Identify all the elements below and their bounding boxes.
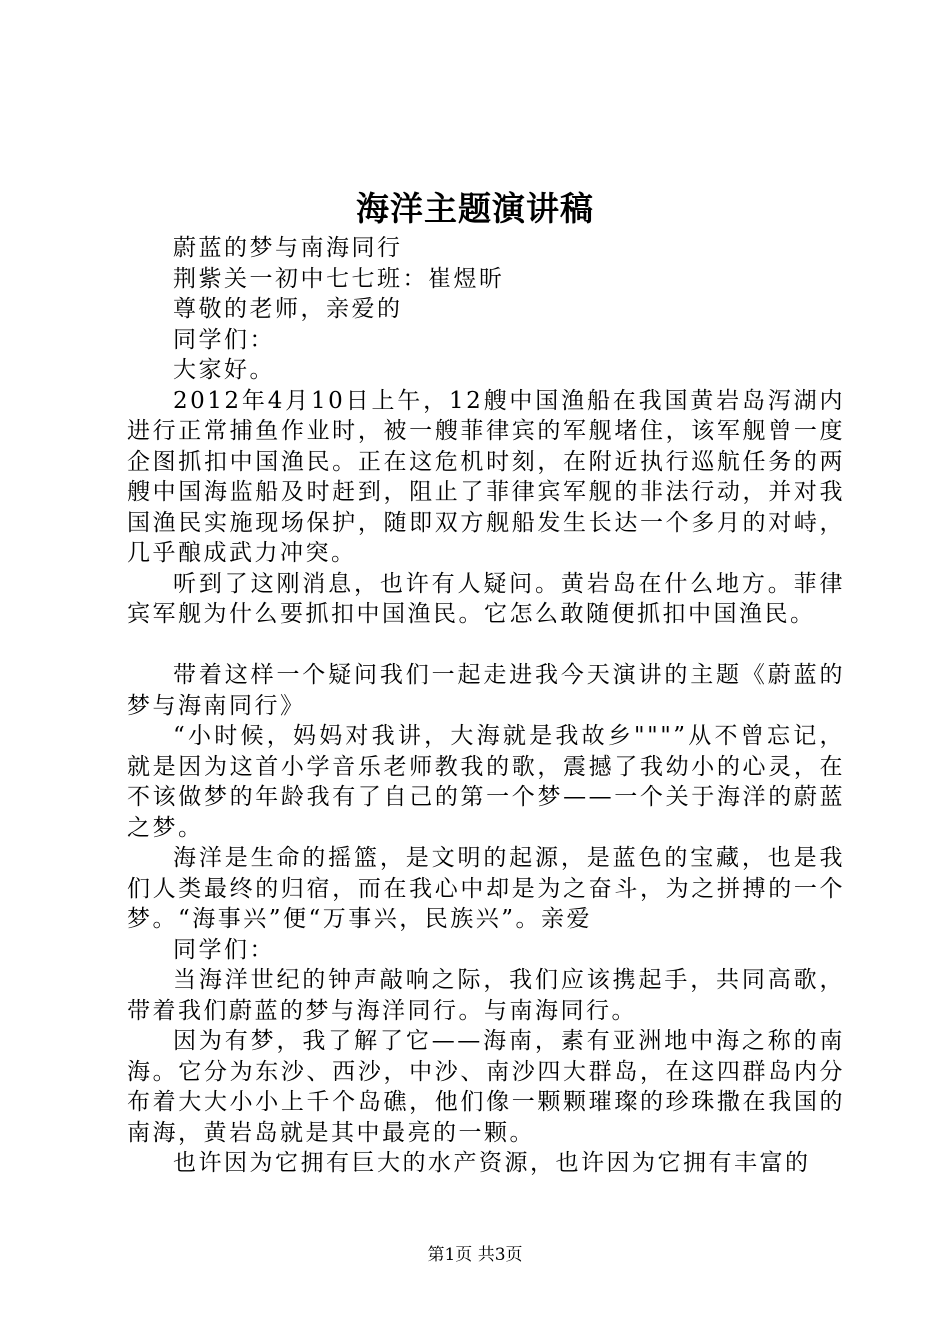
page-footer: 第1页 共3页 — [427, 1245, 523, 1265]
paragraph: 当海洋世纪的钟声敲响之际，我们应该携起手，共同高歌，带着我们蔚蓝的梦与海洋同行。与南海同行。 — [127, 967, 845, 1024]
paragraph: “小时候，妈妈对我讲，大海就是我故乡"""”从不曾忘记，就是因为这首小学音乐老师教我的歌，震撼了我幼小的心灵，在不该做梦的年龄我有了自己的第一个梦——一个关于海洋的蔚蓝之梦。 — [127, 723, 845, 841]
paragraph: 2012年4月10日上午，12艘中国渔船在我国黄岩岛泻湖内进行正常捕鱼作业时，被一艘菲律宾的军舰堵住，该军舰曾一度企图抓扣中国渔民。正在这危机时刻，在附近执行巡航任务的两艘中国海监船及时赶到，阻止了菲律宾军舰的非法行动，并对我国渔民实施现场保护，随即双方舰船发生长达一个多月的对峙，几乎酿成武力冲突。 — [127, 387, 845, 566]
paragraph: 海洋是生命的摇篮，是文明的起源，是蓝色的宝藏，也是我们人类最终的归宿，而在我心中却是为之奋斗，为之拼搏的一个梦。“海事兴”便“万事兴，民族兴”。亲爱 — [127, 845, 845, 932]
paragraph: 因为有梦，我了解了它——海南，素有亚洲地中海之称的南海。它分为东沙、西沙，中沙、南沙四大群岛，在这四群岛内分布着大大小小上千个岛礁，他们像一颗颗璀璨的珍珠撒在我国的南海，黄岩岛就是其中最亮的一颗。 — [127, 1028, 845, 1146]
greeting-line: 尊敬的老师，亲爱的 — [173, 296, 403, 322]
document-body — [127, 233, 845, 1179]
author-line: 荆紫关一初中七七班：崔煜昕 — [173, 265, 505, 292]
paragraph: 带着这样一个疑问我们一起走进我今天演讲的主题《蔚蓝的梦与海南同行》 — [127, 662, 845, 719]
greeting-line: 大家好。 — [173, 357, 275, 383]
paragraph: 也许因为它拥有巨大的水产资源，也许因为它拥有丰富的 — [173, 1150, 811, 1176]
paragraph: 听到了这刚消息，也许有人疑问。黄岩岛在什么地方。菲律宾军舰为什么要抓扣中国渔民。它怎么敢随便抓扣中国渔民。 — [127, 570, 845, 627]
subtitle: 蔚蓝的梦与南海同行 — [173, 235, 403, 261]
document-title: 海洋主题演讲稿 — [356, 189, 594, 228]
paragraph-gap — [127, 630, 845, 661]
paragraph: 同学们： — [173, 936, 275, 963]
greeting-line: 同学们： — [173, 326, 275, 353]
